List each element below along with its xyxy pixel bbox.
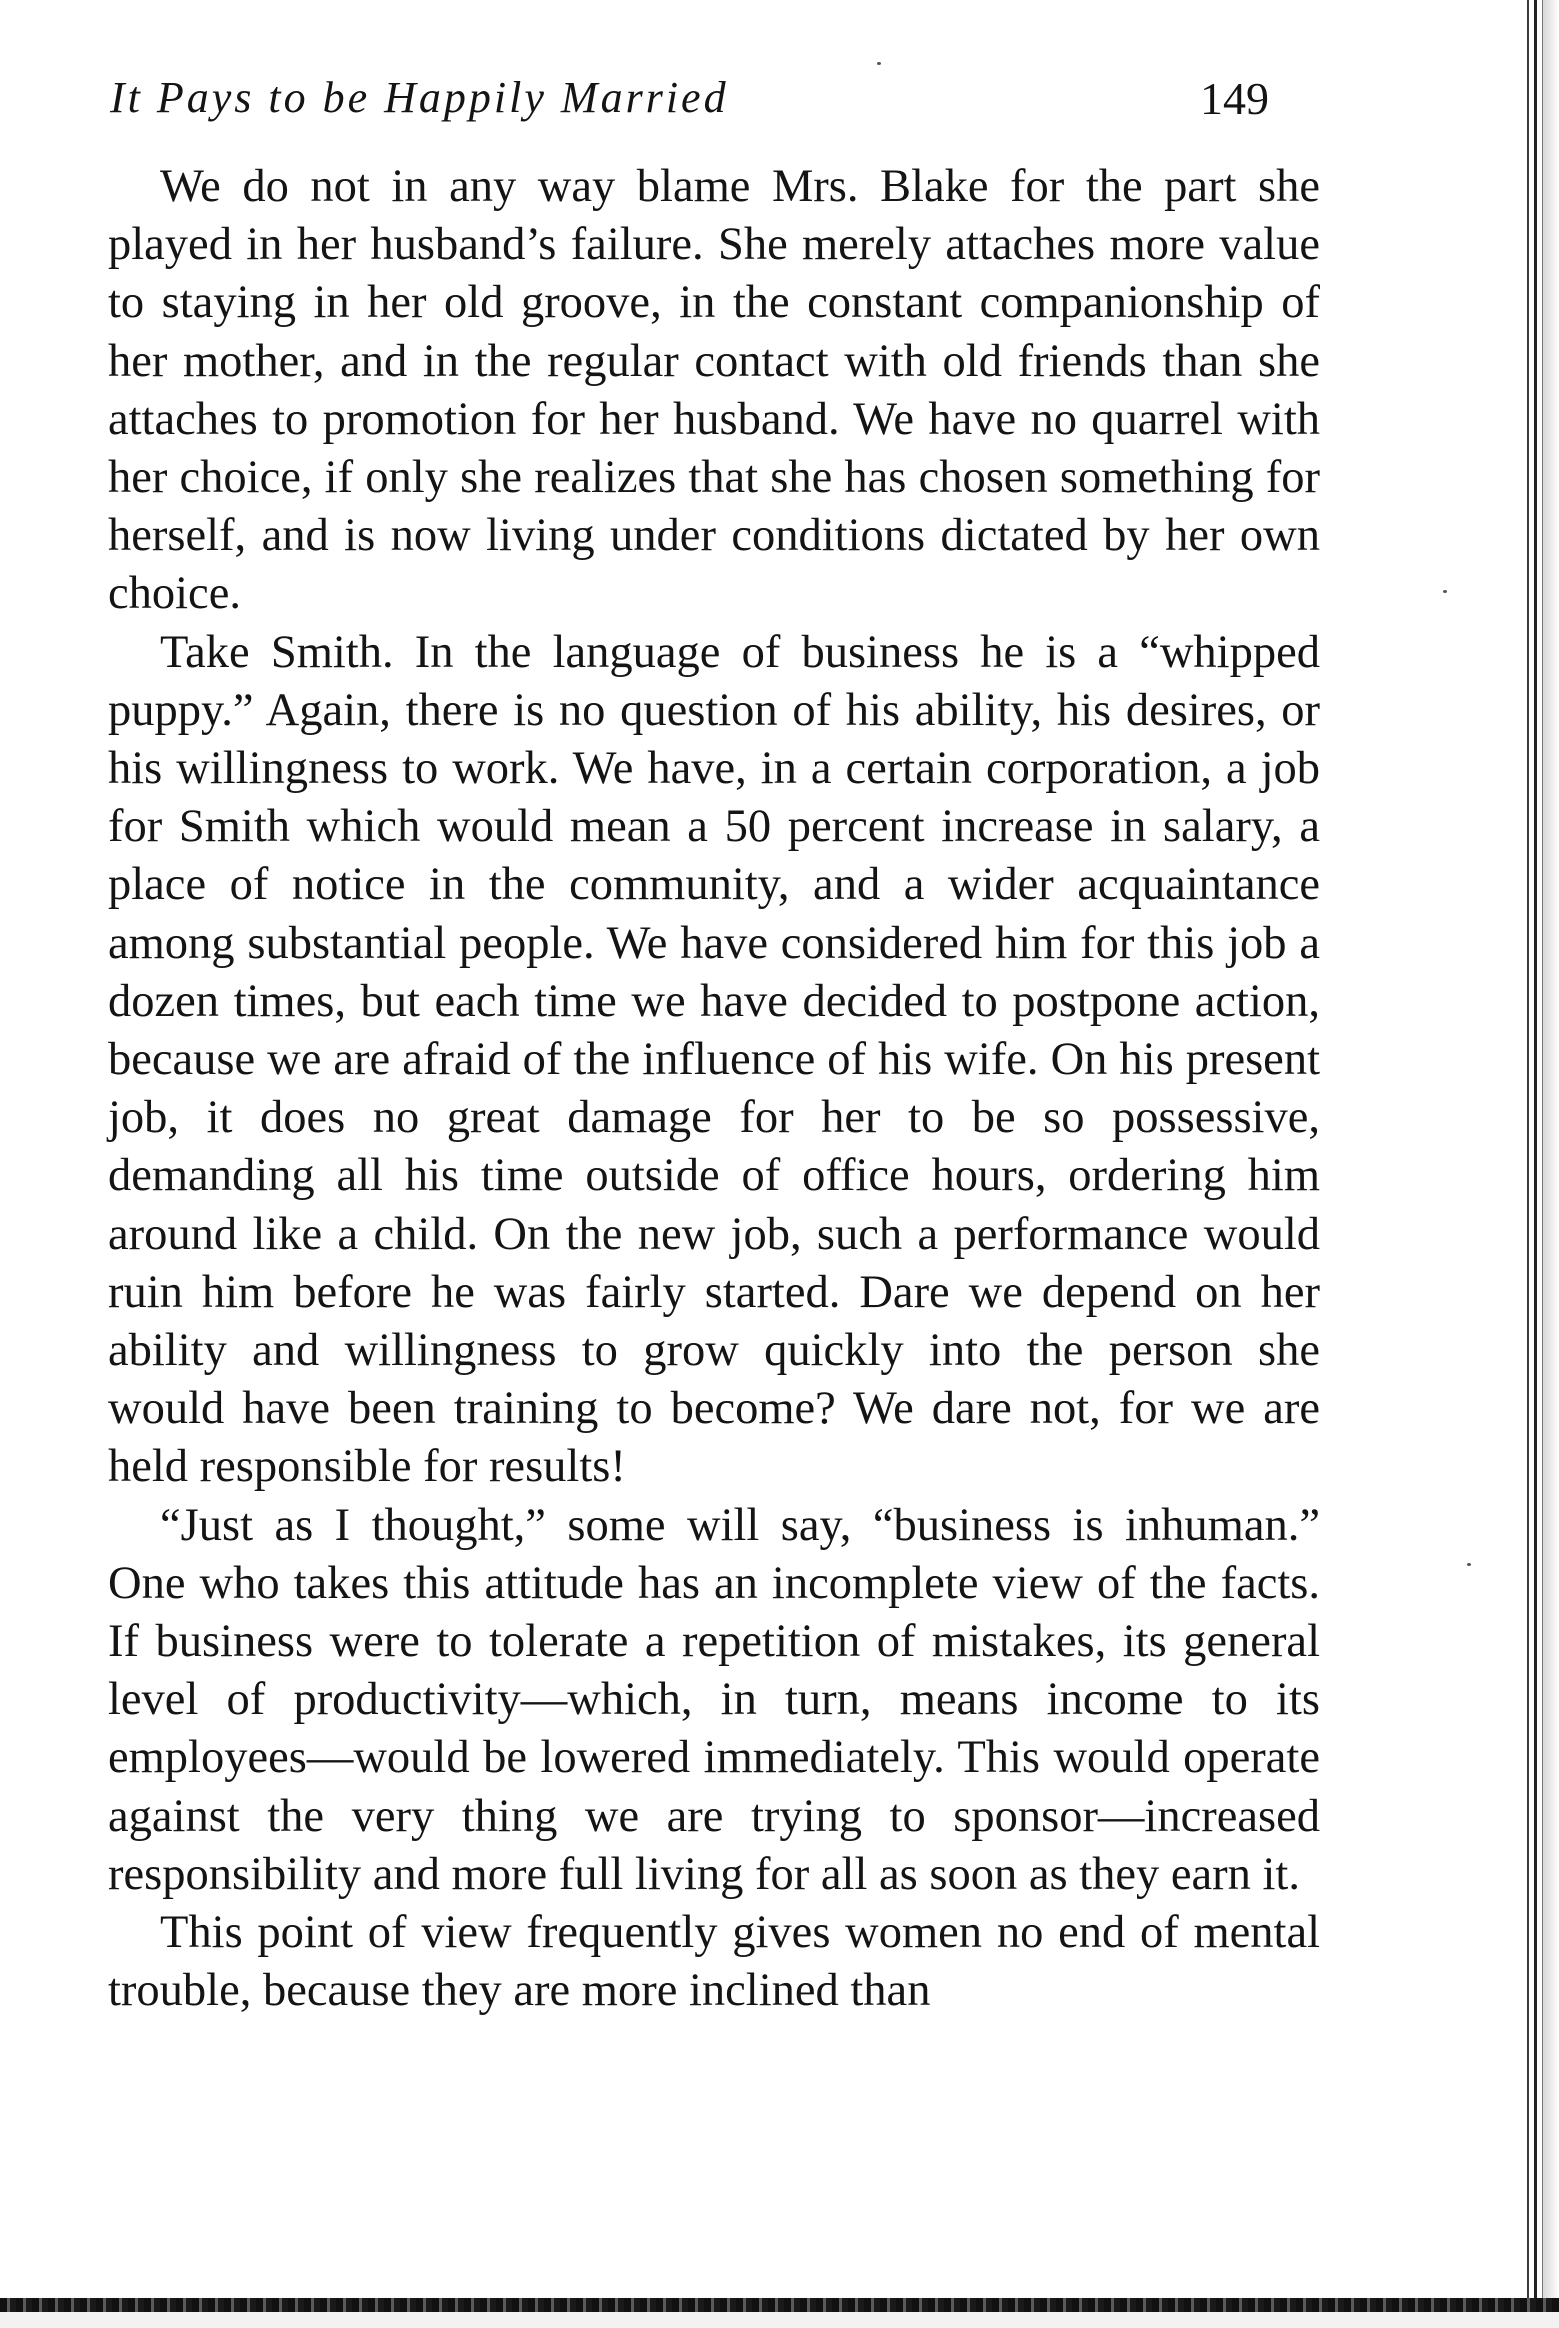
page-bottom-edge [0,2298,1559,2312]
spine-shadow [1543,0,1559,2328]
spine-edge-line [1534,0,1537,2328]
paragraph-blake: We do not in any way blame Mrs. Blake for the part she played in her husband’s failure. She merely attaches more value to staying in her old groove, in the constant companionship of her mother, and in the regular contact with old friends than she attaches to promotion for her husband. We have no quarrel with her choice, if only she realizes that she has chosen something for herself, and is now living under conditions dictated by her own choice. [108,161,1320,620]
scan-speck [877,62,881,65]
body-text [108,158,1320,2021]
paragraph-business-inhuman: “Just as I thought,” some will say, “business is inhuman.” One who takes this attitude has an incomplete view of the facts. If business were to tolerate a repetition of mistakes, its general level of productivity—which, in turn, means income to its employees—would be lowered immediately. This would operate against the very thing we are trying to sponsor—increased responsibility and more full living for all as soon as they earn it. [108,1499,1320,1900]
running-head [110,72,1310,142]
scan-speck [1443,590,1447,593]
page-bottom-margin [0,2312,1559,2328]
page-number: 149 [1200,73,1269,124]
paragraph-point-of-view: This point of view frequently gives women no end of mental trouble, because they are more inclined than [108,1907,1320,2017]
paragraph-smith: Take Smith. In the language of business he is a “whipped puppy.” Again, there is no question of his ability, his desires, or his willingness to work. We have, in a certain corporation, a job for Smith which would mean a 50 percent increase in salary, a place of notice in the community, and a wider acquaintance among substantial people. We have considered him for this job a dozen times, but each time we have decided to postpone action, because we are afraid of the influence of his wife. On his present job, it does no great damage for her to be so possessive, demanding all his time outside of office hours, ordering him around like a child. On the new job, such a performance would ruin him before he was fairly started. Dare we depend on her ability and willingness to grow quickly into the person she would have been training to become? We dare not, for we are held responsible for results! [108,626,1320,1493]
running-title: It Pays to be Happily Married [110,73,729,122]
spine-edge-line [1527,0,1529,2328]
scan-speck [1467,1563,1471,1566]
